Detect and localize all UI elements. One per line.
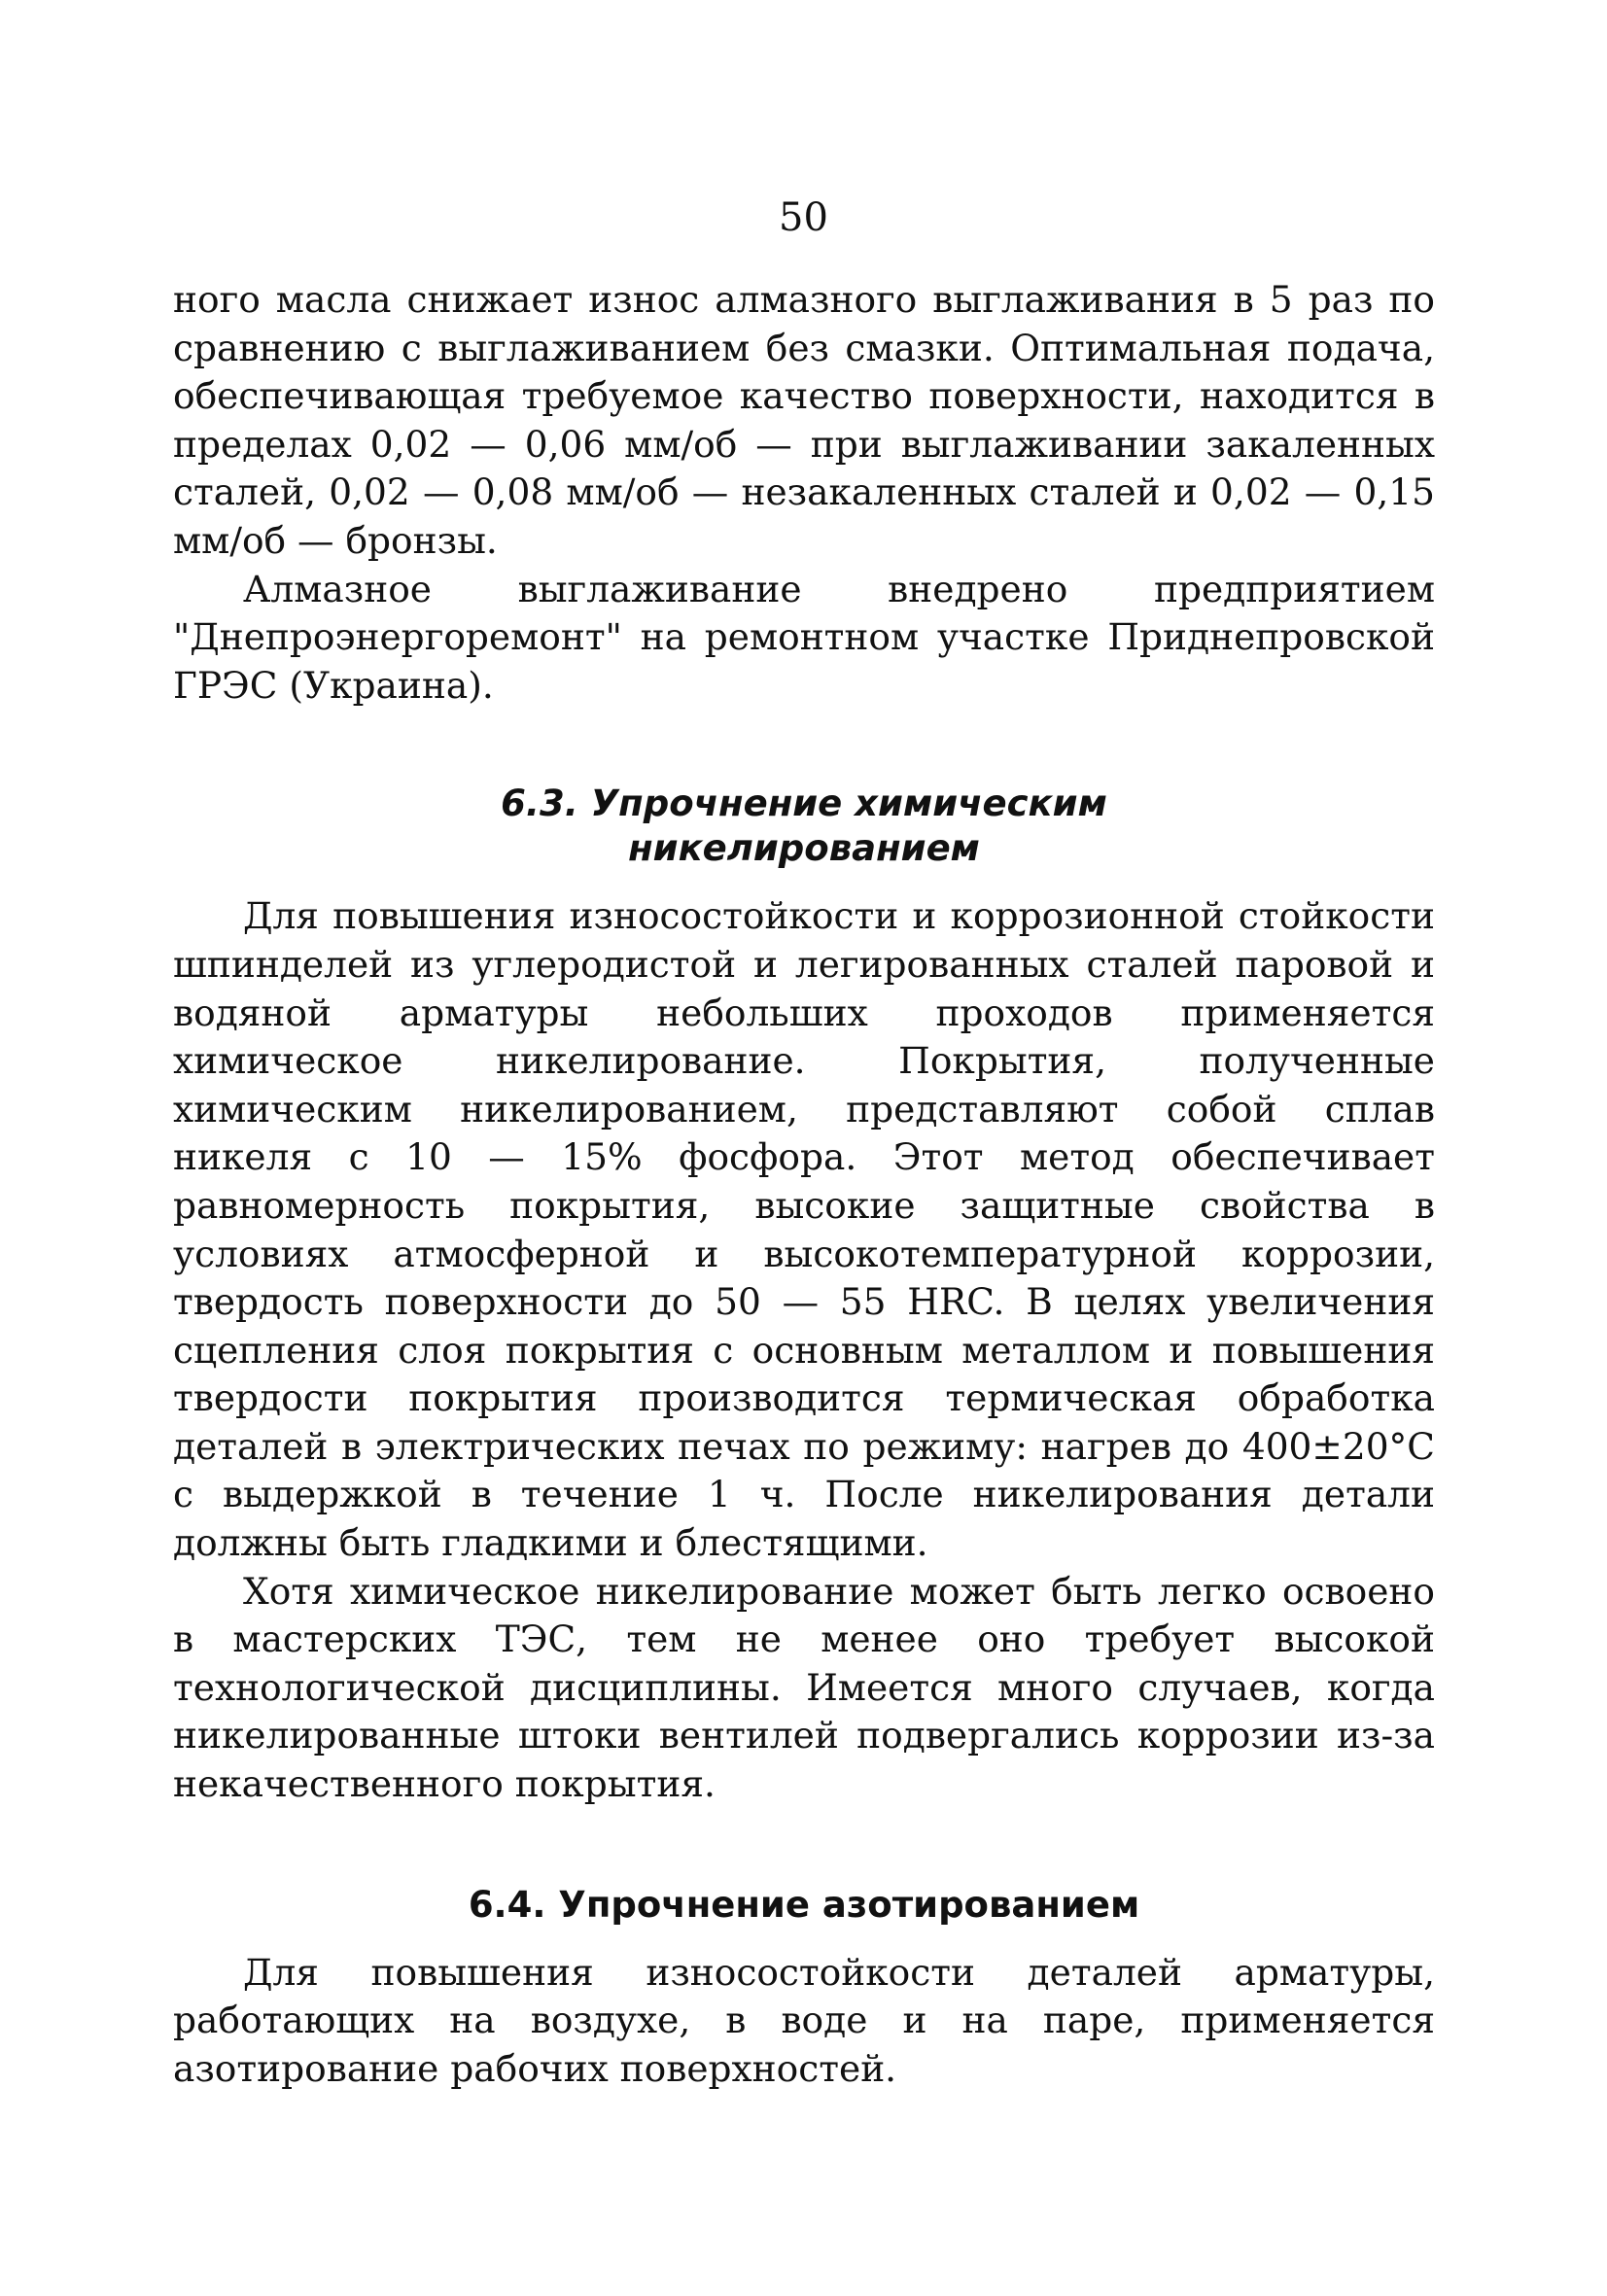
section-heading-6-4: 6.4. Упрочнение азотированием — [468, 1883, 1140, 1926]
paragraph-diamond-burnishing: Алмазное выглаживание внедрено предприятием "Днепроэнергоремонт" на ремонтном участке Приднепровской ГРЭС (Украина). — [173, 567, 1435, 707]
paragraph-continued: ного масла снижает износ алмазного выглаживания в 5 раз по сравнению с выглаживанием без смазки. Оптимальная подача, обеспечивающая требуемое качество поверхности, находится в пределах 0,02 — 0,06 мм/об — при выглаживании закаленных сталей, 0,02 — 0,08 мм/об — незакаленных сталей и 0,02 — 0,15 мм/об — бронзы. — [173, 278, 1435, 562]
spacer — [173, 710, 1435, 782]
page-number: 50 — [779, 195, 828, 240]
section-heading-6-3-line-2: никелированием — [628, 827, 980, 870]
paragraph-nickel-discipline: Хотя химическое никелирование может быть легко освоено в мастерских ТЭС, тем не менее оно требует высокой технологической дисциплины. Имеется много случаев, когда никелированные штоки вентилей подвергались коррозии из-за некачественного покрытия. — [173, 1569, 1435, 1806]
spacer — [173, 1928, 1435, 1949]
text-column — [173, 276, 1435, 2093]
paragraph-nickel-plating: Для повышения износостойкости и коррозионной стойкости шпинделей из углеродистой и легированных сталей паровой и водяной арматуры небольших проходов применяется химическое никелирование. Покрытия, полученные химическим никелированием, представляют собой сплав никеля с 10 — 15% фосфора. Этот метод обеспечивает равномерность покрытия, высокие защитные свойства в условиях атмосферной и высокотемпературной коррозии, твердость поверхности до 50 — 55 HRC. В целях увеличения сцепления слоя покрытия с основным металлом и повышения твердости покрытия производится термическая обработка деталей в электрических печах по режиму: нагрев до 400±20°С с выдержкой в течение 1 ч. После никелирования детали должны быть гладкими и блестящими. — [173, 894, 1435, 1565]
section-heading-6-3-line-1: 6.3. Упрочнение химическим — [501, 783, 1107, 825]
spacer — [173, 1809, 1435, 1883]
paragraph-nitriding: Для повышения износостойкости деталей арматуры, работающих на воздухе, в воде и на паре, применяется азотирование рабочих поверхностей. — [173, 1950, 1435, 2090]
spacer — [173, 871, 1435, 892]
